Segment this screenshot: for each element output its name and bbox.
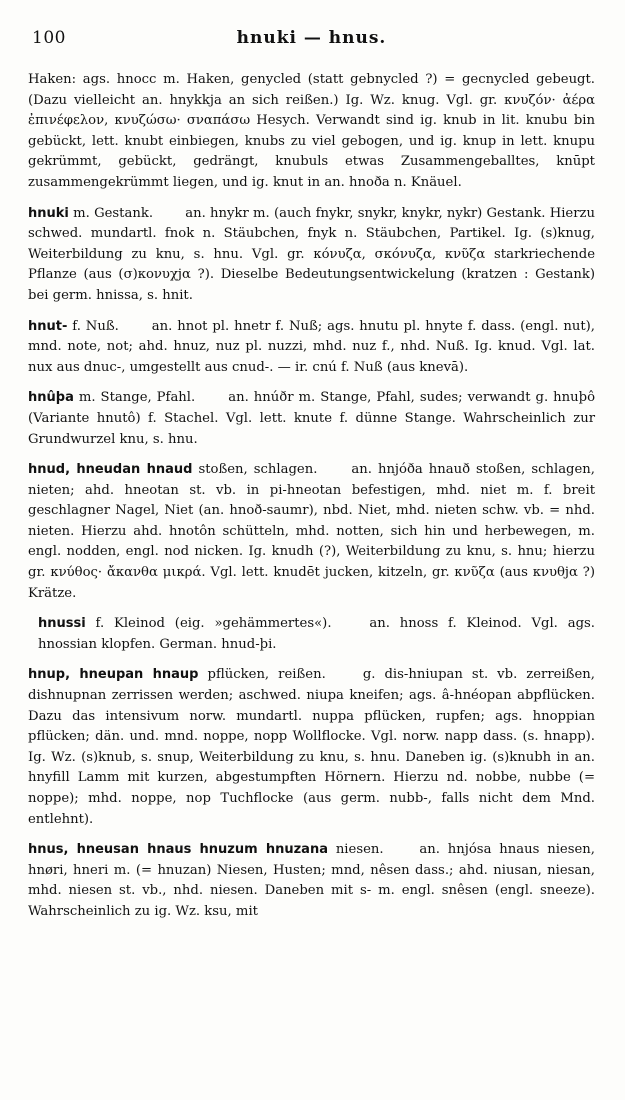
page-header <box>28 28 595 56</box>
entry-text: an. hnot pl. hnetr f. Nuß; ags. hnutu pl. hnyte f. dass. (engl. nut), mnd. note, not; ahd. hnuz, nuz pl. nuzzi, mhd. nuz f., nhd. Nuß. Ig. knud. Vgl. lat. nux aus dnuc-, umgestellt aus cnud-. — ir. cnú f. Nuß (aus knevā). <box>28 318 595 375</box>
entry-continuation <box>28 70 595 194</box>
entry-gloss: f. Kleinod (eig. »gehämmertes«). <box>95 616 332 632</box>
entry-gloss: stoßen, schlagen. <box>198 462 318 478</box>
entry-headword: hnussi <box>38 616 86 632</box>
entry-text: an. hnjósa hnaus niesen, hnøri, hneri m. (= hnuzan) Niesen, Husten; mnd, nêsen dass.; ahd. niusan, niesan, mhd. niesen st. vb., nhd. niesen. Daneben mit s- m. engl. snêsen (engl. sneeze). Wahrscheinlich zu ig. Wz. ksu, mit <box>28 842 595 919</box>
entry-gloss: f. Nuß. <box>72 318 119 334</box>
dictionary-body <box>28 70 595 933</box>
entry-headword: hnup, hneupan hnaup <box>28 667 199 683</box>
entry-gloss: m. Gestank. <box>73 205 154 221</box>
entry-hnussi <box>28 614 595 655</box>
entry-text: an. hnúðr m. Stange, Pfahl, sudes; verwandt g. hnuþô (Variante hnutô) f. Stachel. Vgl. lett. knute f. dünne Stange. Wahrscheinlich zur Grundwurzel knu, s. hnu. <box>28 390 596 447</box>
entry-gloss: m. Stange, Pfahl. <box>78 390 196 406</box>
entry-headword: hnûþa <box>28 390 74 406</box>
entry-text: an. hnoss f. Kleinod. Vgl. ags. hnossian klopfen. German. hnud-þi. <box>38 616 595 652</box>
entry-hnup <box>28 665 595 830</box>
entry-hnus <box>28 840 595 922</box>
entry-text: an. hnykr m. (auch fnykr, snykr, knykr, nykr) Gestank. Hierzu schwed. mundartl. fnok n. Stäubchen, fnyk n. Stäubchen, Partikel. Ig. (s)knug, Weiterbildung zu knu, s. hnu. Vgl. gr. κόνυζα, σκόνυζα, κνῦζα starkriechende Pflanze (aus (σ)κονυχjα ?). Dieselbe Bedeutungsentwickelung (kratzen : Gestank) bei germ. hnissa, s. hnit. <box>28 205 595 303</box>
entry-gloss: niesen. <box>335 842 384 858</box>
entry-text: an. hnjóða hnauð stoßen, schlagen, nieten; ahd. hneotan st. vb. in pi-hneotan befestigen, mhd. niet m. f. breit geschlagner Nagel, Niet (an. hnoð-saumr), nbd. Niet, mhd. nieten schw. vb. = nhd. nieten. Hierzu ahd. hnotôn schütteln, mhd. notten, sich hin und herbewegen, m. engl. nodden, engl. nod nicken. Ig. knudh (?), Weiterbildung zu knu, s. hnu; hierzu gr. κνύθος· ἄκανθα μικρά. Vgl. lett. knudēt jucken, kitzeln, gr. κνῦζα (aus κνυθjα ?) Krätze. <box>28 462 595 601</box>
entry-hnud <box>28 460 595 604</box>
entry-hnutha <box>28 388 595 450</box>
entry-text: g. dis-hniupan st. vb. zerreißen, dishnupnan zerrissen werden; aschwed. niupa kneifen; ags. â-hnéopan abpflücken. Dazu das intensivum norw. mundartl. nuppa pflücken, rupfen; ags. hnoppian pflücken; dän. und. mnd. noppe, nopp Wollflocke. Vgl. norw. napp dass. (s. hnapp). Ig. Wz. (s)knub, s. snup, Weiterbildung zu knu, s. hnu. Daneben ig. (s)knubh in an. hnyfill Lamm mit kurzen, abgestumpften Hörnern. Hierzu nd. nobbe, nubbe (= noppe); mhd. noppe, nop Tuchflocke (aus germ. nubb-, falls nicht dem Mnd. entlehnt). <box>28 667 595 827</box>
page-number: 100 <box>32 28 66 48</box>
entry-hnuki <box>28 204 595 307</box>
entry-headword: hnuki <box>28 205 69 221</box>
entry-headword: hnus, hneusan hnaus hnuzum hnuzana <box>28 842 328 858</box>
entry-text: Haken: ags. hnocc m. Haken, genycled (statt gebnycled ?) = gecnycled gebeugt. (Dazu vielleicht an. hnykkja an sich reißen.) Ig. Wz. knug. Vgl. gr. κνυζόν· ἀέρα ἐπινέφελον, κνυζώσω· σναπάσω Hesych. Verwandt sind ig. knub in lit. knubu bin gebückt, lett. knubt einbiegen, knubs zu viel gebogen, und ig. knup in lett. knupu gekrümmt, gebückt, gedrängt, knubuls etwas Zusammengeballtes, knūpt zusammengekrümmt liegen, und ig. knut in an. hnoða n. Knäuel. <box>28 72 595 190</box>
entry-gloss: pflücken, reißen. <box>207 667 326 683</box>
entry-hnut <box>28 317 595 379</box>
entry-headword: hnut- <box>28 318 68 334</box>
running-head: hnuki — hnus. <box>236 28 387 48</box>
entry-headword: hnud, hneudan hnaud <box>28 462 193 478</box>
